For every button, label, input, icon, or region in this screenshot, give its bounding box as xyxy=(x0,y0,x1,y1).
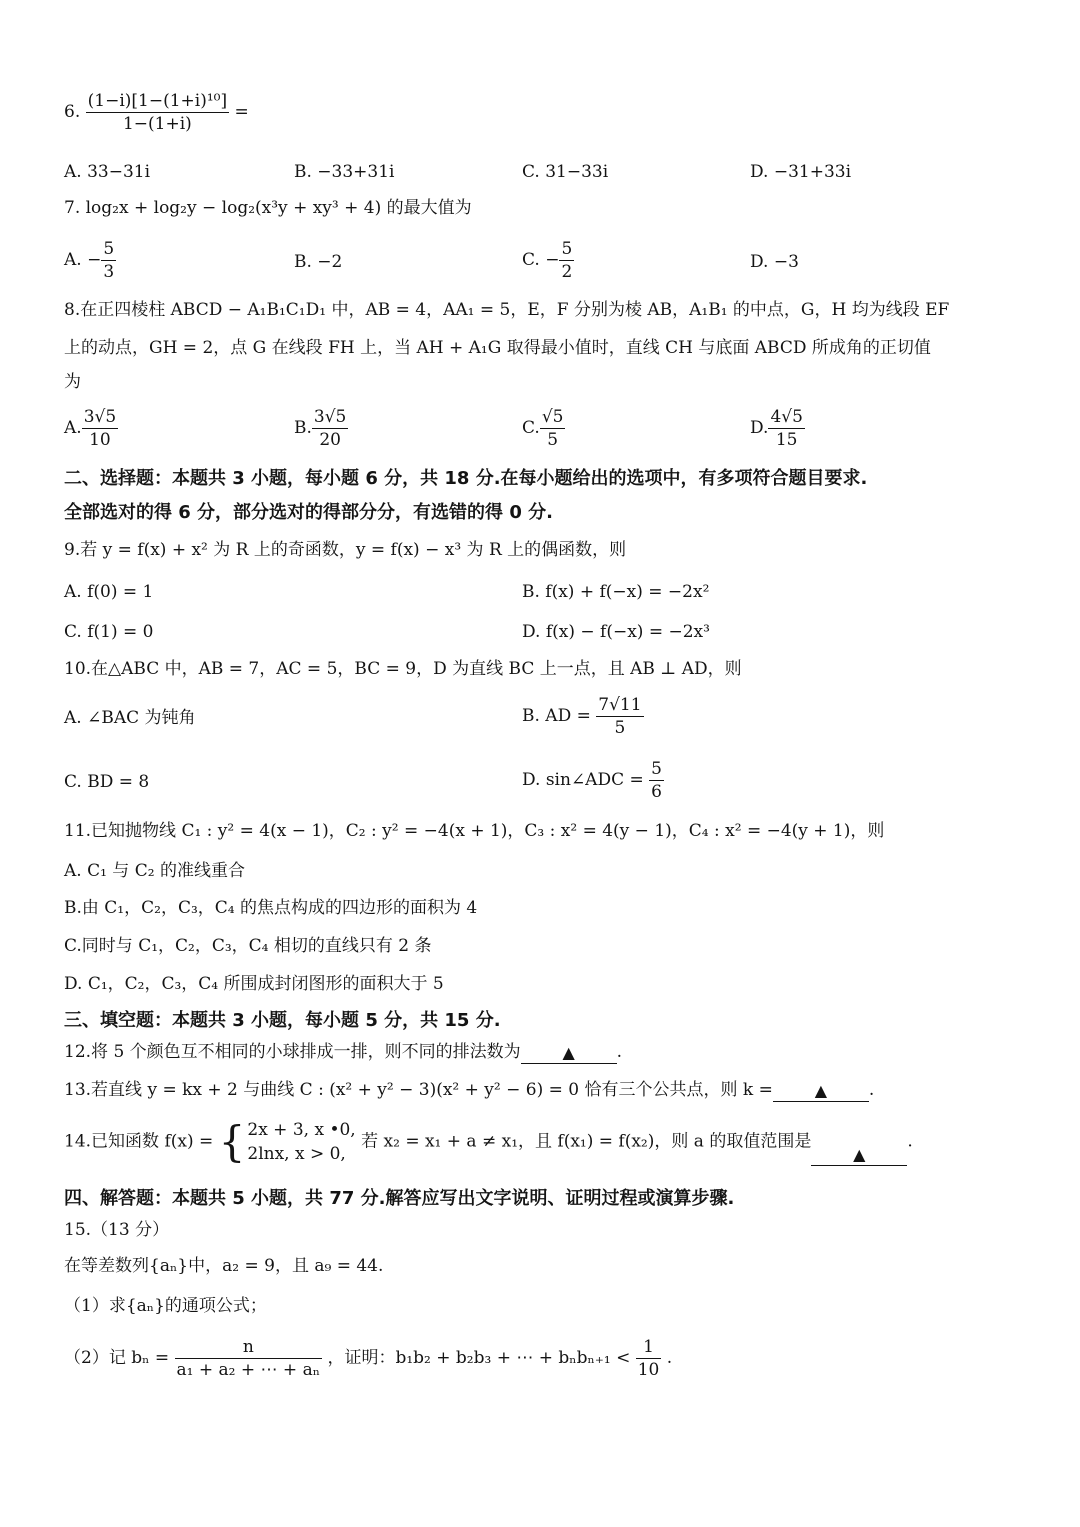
q6-option-d: D. −31+33i xyxy=(750,162,852,182)
q8-option-a-prefix: A. xyxy=(64,418,82,438)
q10-option-b-fraction xyxy=(596,694,643,739)
q8-option-d-num: 4√5 xyxy=(770,407,803,427)
q6-label: 6. xyxy=(64,102,81,122)
q6-option-b: B. −33+31i xyxy=(294,162,395,182)
q8-option-c-den: 5 xyxy=(547,430,559,450)
q13-tail: . xyxy=(868,1080,875,1100)
section-2-heading-line-1: 二、选择题：本题共 3 小题，每小题 6 分，共 18 分.在每小题给出的选项中，有多项符合题目要求. xyxy=(64,468,868,489)
q8-line-3: 为 xyxy=(64,372,81,392)
q15-part-2 xyxy=(64,1336,672,1381)
q8-option-b-prefix: B. xyxy=(294,418,312,438)
section-2-heading-line-2: 全部选对的得 6 分，部分选对的得部分分，有选错的得 0 分. xyxy=(64,502,553,523)
q12-stem xyxy=(64,1040,622,1064)
q6-stem xyxy=(64,90,249,135)
q10-option-a: A. ∠BAC 为钝角 xyxy=(64,708,196,728)
q10-option-d xyxy=(522,758,664,803)
q8-option-b-den: 20 xyxy=(319,430,341,450)
q7-option-a-den: 3 xyxy=(103,262,115,282)
q14-answer-blank: ▲ xyxy=(811,1145,907,1166)
q8-option-b xyxy=(294,406,348,451)
q15-bn-den: a₁ + a₂ + ⋯ + aₙ xyxy=(176,1360,321,1380)
q15-part-2-tail: . xyxy=(666,1348,673,1368)
q8-option-c xyxy=(522,406,565,451)
q11-stem: 11.已知抛物线 C₁ : y² = 4(x − 1)，C₂ : y² = −4(x + 1)，C₃ : x² = 4(y − 1)，C₄ : x² = −4(y + 1)，则 xyxy=(64,821,885,841)
q8-line-1: 8.在正四棱柱 ABCD − A₁B₁C₁D₁ 中，AB = 4，AA₁ = 5，E，F 分别为棱 AB，A₁B₁ 的中点，G，H 均为线段 EF xyxy=(64,300,950,320)
q8-option-c-fraction xyxy=(540,406,566,451)
q11-option-c: C.同时与 C₁，C₂，C₃，C₄ 相切的直线只有 2 条 xyxy=(64,936,432,956)
q10-option-b-num: 7√11 xyxy=(598,695,642,715)
q6-denominator: 1−(1+i) xyxy=(122,114,192,134)
section-4-heading: 四、解答题：本题共 5 小题，共 77 分.解答应写出文字说明、证明过程或演算步骤. xyxy=(64,1188,735,1209)
q11-option-d: D. C₁，C₂，C₃，C₄ 所围成封闭图形的面积大于 5 xyxy=(64,974,444,994)
q15-bound-den: 10 xyxy=(637,1360,660,1380)
q13-stem xyxy=(64,1078,874,1102)
q6-option-c: C. 31−33i xyxy=(522,162,609,182)
q8-option-a-num: 3√5 xyxy=(83,407,117,427)
q14-piecewise xyxy=(247,1118,355,1166)
q7-option-a-prefix: A. − xyxy=(64,250,102,270)
q9-stem: 9.若 y = f(x) + x² 为 R 上的奇函数，y = f(x) − x³ 为 R 上的偶函数，则 xyxy=(64,540,627,560)
q8-option-b-num: 3√5 xyxy=(313,407,347,427)
q15-part-2-mid: ，证明：b₁b₂ + b₂b₃ + ⋯ + bₙbₙ₊₁ < xyxy=(327,1348,631,1368)
q12-text: 12.将 5 个颜色互不相同的小球排成一排，则不同的排法数为 xyxy=(64,1042,521,1062)
q14-case-2: 2lnx, x > 0, xyxy=(247,1144,346,1164)
q15-bound-fraction xyxy=(636,1336,662,1381)
q7-option-c-fraction xyxy=(559,238,574,283)
q8-option-d xyxy=(750,406,805,451)
q12-answer-blank: ▲ xyxy=(521,1043,617,1064)
q7-option-a-num: 5 xyxy=(103,239,115,259)
q10-option-b-prefix: B. AD = xyxy=(522,706,591,726)
q8-option-c-prefix: C. xyxy=(522,418,540,438)
q7-option-c-num: 5 xyxy=(561,239,573,259)
q11-option-a: A. C₁ 与 C₂ 的准线重合 xyxy=(64,861,245,881)
q8-option-d-den: 15 xyxy=(775,430,798,450)
q11-option-b: B.由 C₁，C₂，C₃，C₄ 的焦点构成的四边形的面积为 4 xyxy=(64,898,478,918)
q14-case-1: 2x + 3, x •0, xyxy=(247,1120,356,1140)
q7-stem: 7. log₂x + log₂y − log₂(x³y + xy³ + 4) 的最大值为 xyxy=(64,198,472,218)
q6-option-a: A. 33−31i xyxy=(64,162,151,182)
q7-option-c-prefix: C. − xyxy=(522,250,560,270)
q13-text: 13.若直线 y = kx + 2 与曲线 C : (x² + y² − 3)(x² + y² − 6) = 0 恰有三个公共点，则 k = xyxy=(64,1080,773,1100)
q7-option-c xyxy=(522,238,574,283)
q15-part-1: （1）求{aₙ}的通项公式； xyxy=(64,1296,267,1316)
q9-option-c: C. f(1) = 0 xyxy=(64,622,154,642)
q15-bn-fraction xyxy=(175,1336,323,1381)
q8-option-c-num: √5 xyxy=(541,407,564,427)
q7-option-a xyxy=(64,238,116,283)
q15-stem: 在等差数列{aₙ}中，a₂ = 9，且 a₉ = 44. xyxy=(64,1256,384,1276)
q6-tail: = xyxy=(234,102,249,122)
q8-option-a xyxy=(64,406,118,451)
q14-stem xyxy=(64,1118,913,1166)
section-3-heading: 三、填空题：本题共 3 小题，每小题 5 分，共 15 分. xyxy=(64,1010,501,1031)
q9-option-d: D. f(x) − f(−x) = −2x³ xyxy=(522,622,710,642)
q9-option-b: B. f(x) + f(−x) = −2x² xyxy=(522,582,710,602)
q7-option-d: D. −3 xyxy=(750,252,799,272)
q7-option-c-den: 2 xyxy=(561,262,573,282)
q14-left-brace-icon: { xyxy=(218,1117,246,1166)
q6-fraction xyxy=(86,90,229,135)
q10-option-b-den: 5 xyxy=(614,718,626,738)
q10-option-b xyxy=(522,694,644,739)
q10-option-c: C. BD = 8 xyxy=(64,772,150,792)
q15-bn-num: n xyxy=(175,1336,323,1359)
q8-option-d-prefix: D. xyxy=(750,418,769,438)
q8-option-d-fraction xyxy=(768,406,804,451)
q14-suffix: 若 x₂ = x₁ + a ≠ x₁，且 f(x₁) = f(x₂)，则 a 的取值范围是 xyxy=(361,1131,812,1152)
q8-option-b-fraction xyxy=(312,406,348,451)
q12-tail: . xyxy=(616,1042,623,1062)
q15-head: 15.（13 分） xyxy=(64,1220,170,1240)
q8-option-a-den: 10 xyxy=(89,430,111,450)
q14-tail: . xyxy=(907,1131,913,1152)
q8-line-2: 上的动点，GH = 2，点 G 在线段 FH 上，当 AH + A₁G 取得最小值时，直线 CH 与底面 ABCD 所成角的正切值 xyxy=(64,338,931,358)
q7-option-a-fraction xyxy=(101,238,116,283)
q10-option-d-prefix: D. sin∠ADC = xyxy=(522,770,644,790)
q10-stem: 10.在△ABC 中，AB = 7，AC = 5，BC = 9，D 为直线 BC 上一点，且 AB ⊥ AD，则 xyxy=(64,659,742,679)
q10-option-d-num: 5 xyxy=(651,759,662,779)
q7-option-b: B. −2 xyxy=(294,252,343,272)
q13-answer-blank: ▲ xyxy=(773,1081,869,1102)
q6-numerator: (1−i)[1−(1+i)¹⁰] xyxy=(87,91,228,111)
q10-option-d-den: 6 xyxy=(651,782,662,802)
q8-option-a-fraction xyxy=(82,406,118,451)
q10-option-d-fraction xyxy=(649,758,664,803)
q9-option-a: A. f(0) = 1 xyxy=(64,582,154,602)
q15-part-2-prefix: （2）记 bₙ = xyxy=(64,1348,170,1368)
q15-bound-num: 1 xyxy=(636,1336,662,1359)
q14-prefix: 14.已知函数 f(x) = xyxy=(64,1131,214,1152)
